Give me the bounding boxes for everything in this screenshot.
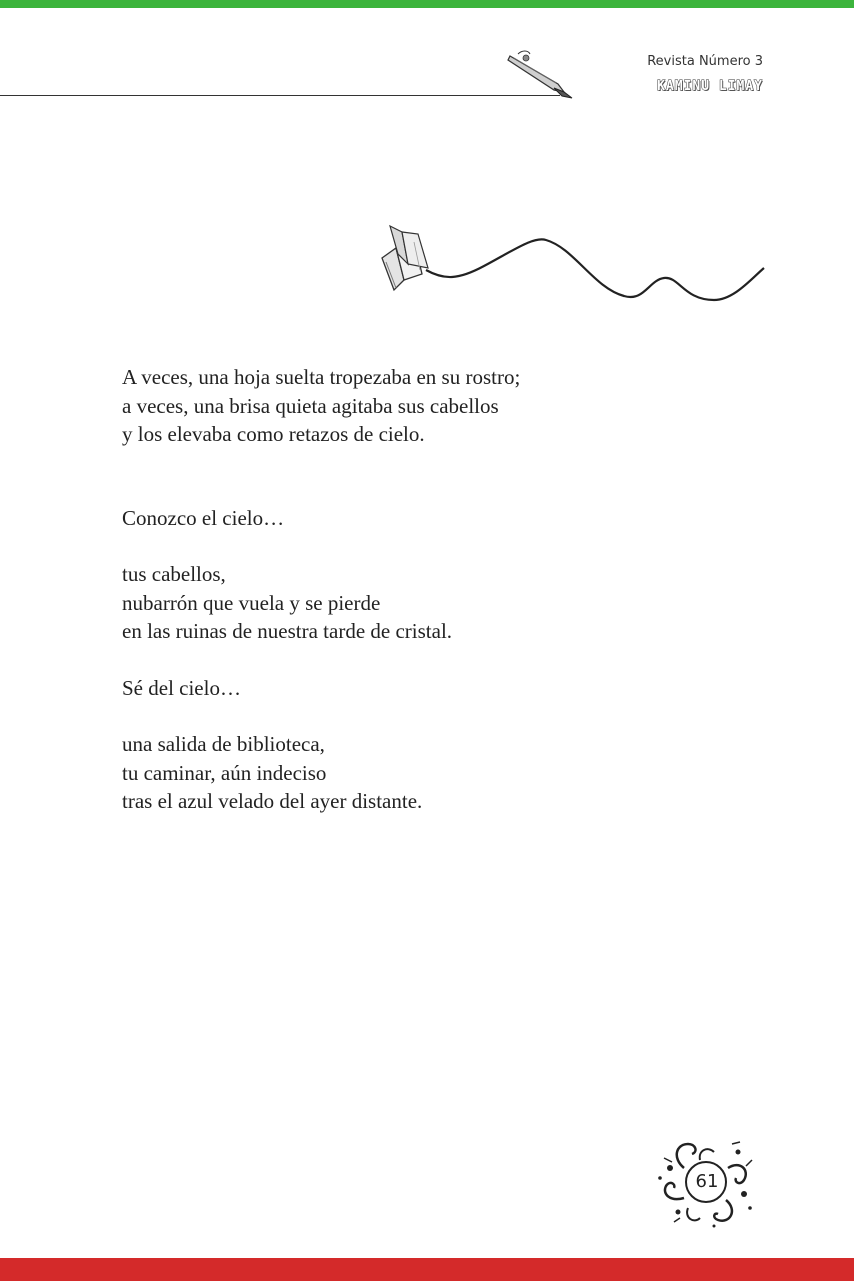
poem-line: a veces, una brisa quieta agitaba sus cabellos (122, 393, 499, 418)
stanza-1 (122, 363, 762, 449)
poem-line: tu caminar, aún indeciso (122, 760, 327, 785)
header-rule (0, 95, 560, 96)
poem-line: tras el azul velado del ayer distante. (122, 789, 423, 813)
poem-line: nubarrón que vuela y se pierde (122, 590, 381, 615)
poem-line: A veces, una hoja suelta tropezaba en su rostro; (122, 365, 521, 389)
stanza-2 (122, 504, 762, 533)
top-accent-bar (0, 0, 854, 8)
flying-book-icon (374, 218, 766, 308)
poem-line: y los elevaba como retazos de cielo. (122, 422, 425, 446)
stanza-5 (122, 730, 762, 816)
fountain-pen-icon (506, 50, 578, 100)
poem-line: Sé del cielo… (122, 675, 241, 700)
issue-label: Revista Número 3 (647, 54, 763, 69)
poem-line: tus cabellos, (122, 562, 226, 586)
magazine-title: KAMINU LIMAY (657, 79, 763, 94)
poem-line: en las ruinas de nuestra tarde de cristal. (122, 619, 453, 643)
stanza-3 (122, 560, 762, 646)
poem-line: una salida de biblioteca, (122, 732, 325, 756)
poem-body (122, 363, 762, 816)
poem-line: Conozco el cielo… (122, 505, 285, 530)
page-number: 61 (695, 1171, 719, 1192)
stanza-4 (122, 674, 762, 703)
bottom-accent-bar (0, 1258, 854, 1281)
